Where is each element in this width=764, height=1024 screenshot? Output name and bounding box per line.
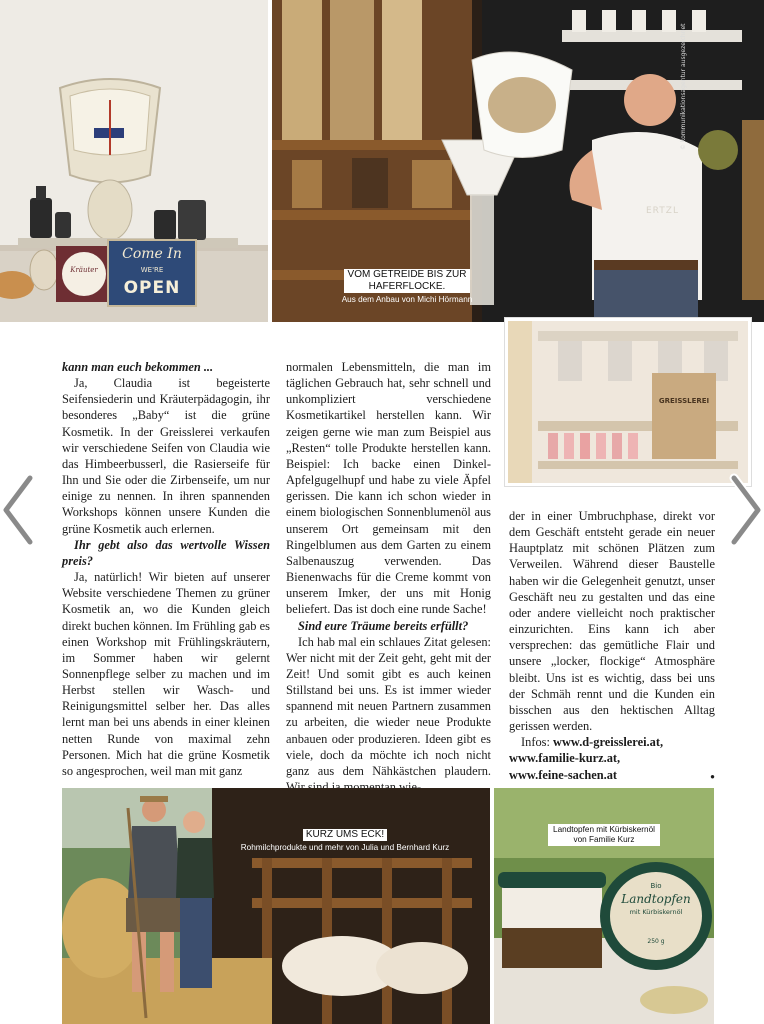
farm-caption-title: KURZ UMS ECK! (303, 829, 387, 841)
photo-farm-couple (62, 788, 490, 1024)
col1-paragraph-1: Ja, Claudia ist begeisterte Seifensiederin und Kräuterpädagogin, ihr besonderes „Baby“ ist die grüne Kosmetik. In der Greisslerei verkaufen wir verschiedene Seifen von Claudia wie das Himbeerbusserl, die Rasierseife für Ihn und Sie oder die Zirbenseife, um nur einige zu nennen. In ihren spannenden Workshops können unsere Kunden die grüne Kosmetik auch erlernen. (62, 376, 270, 536)
link-feine-sachen[interactable]: www.feine-sachen.at (509, 767, 618, 782)
chevron-right-icon (724, 470, 764, 550)
sign-come-in: Come In (122, 246, 182, 262)
link-d-greisslerei[interactable]: www.d-greisslerei.at, (553, 735, 664, 750)
article-column-2 (286, 359, 491, 795)
dispenser-bag-label: GREISSLEREI (658, 397, 710, 405)
next-page-button[interactable] (724, 470, 764, 550)
sign-were: WE'RE (140, 266, 164, 274)
article-column-1 (62, 359, 270, 779)
lid-title: Landtopfen (621, 892, 691, 906)
question-wissen: Ihr gebt also das wertvolle Wissen preis? (62, 537, 270, 568)
col3-paragraph: der in einer Umbruchphase, direkt vor dem Geschäft entsteht gerade ein neuer Hauptplatz mit schönen Plätzen zum Verweilen. Während dieser Baustelle haben wir die Gelegenheit genutzt, unser Geschäft neu zu gestalten und das eine oder andere vielleicht noch praktischer einzurichten. Eins kann ich aber versprechen: das gemütliche Flair und unsere „locker, flockige“ Atmosphäre bleibt. Uns ist es wichtig, dass bei uns der Schmäh rennt und die Kunden ein bisschen aus den hektischen Alltag gerissen werden. (509, 509, 715, 734)
question-traeume: Sind eure Träume bereits erfüllt? (298, 618, 469, 633)
photo-landtopfen-jars (494, 788, 714, 1024)
shop-caption (332, 269, 482, 305)
lid-weight: 250 g (647, 938, 665, 945)
link-feine-sachen-row (509, 767, 715, 783)
shop-caption-title: VOM GETREIDE BIS ZUR HAFERFLOCKE. (344, 269, 470, 293)
lead-question: kann man euch bekommen ... (62, 360, 214, 374)
jars-caption: Landtopfen mit Kürbiskernöl von Familie Kurz (548, 824, 660, 846)
chevron-left-icon (0, 470, 40, 550)
link-familie-kurz[interactable]: www.familie-kurz.at, (509, 751, 621, 766)
col1-paragraph-2: Ja, natürlich! Wir bieten auf unserer Website verschiedene Themen zu grüner Kosmetik an, wo die Kunden gleich direkt buchen können. Im Frühling gab es einen Workshop mit Frühlingskräutern, im Sommer haben wir gelernt Sonnenpflege selber zu machen und im Herbst stellen wir Wasch- und Reinigungsmittel selber her. Das alles lernt man bei uns abends in einer kleinen netten Runde von maximal zehn Personen. Mich hat die grüne Kosmetik so angesprochen, weil man mit ganz (62, 570, 270, 778)
card-label: Kräuter (70, 266, 98, 274)
article-column-3 (509, 508, 715, 785)
info-label: Infos: (521, 735, 550, 750)
photo-shop-grain (272, 0, 764, 322)
info-links (509, 734, 715, 750)
photo-dispensers (505, 318, 751, 486)
end-mark: ● (710, 771, 715, 781)
photo-scale-open-sign (0, 0, 268, 322)
lid-bio: Bio (650, 882, 662, 890)
shelf-sign: ERTZL (646, 206, 679, 216)
col2-paragraph-1: normalen Lebensmitteln, die man im täglichen Gebrauch hat, sehr schnell und unkompliziert verschiedene Kosmetikartikel herstellen kann. Wir zeigen gerne wie man zum Beispiel aus „Resten“ tolle Produkte herstellen kann. Beispiel: Ich backe einen Dinkel-Apfelgugelhupf und habe zu viele Äpfel gerissen. Die kann ich schon wieder in einem biologischen Sonnenblumenöl aus unserem Ort gemeinsam mit den Ringelblumen aus dem Garten zu einem Salbenauszug verwenden. Das Bienenwachs für die Creme kommt von unserem Imker, der uns mit Honig beliefert. Das ist doch eine runde Sache! (286, 360, 491, 617)
jars-caption-wrap (534, 824, 674, 846)
shop-caption-sub: Aus dem Anbau von Michi Hörmann (341, 295, 473, 304)
photo-credit: © kommunikationsagentur ausgezeichnet (680, 23, 687, 150)
farm-caption (210, 822, 480, 853)
farm-caption-sub: Rohmilchprodukte und mehr von Julia und Bernhard Kurz (240, 843, 450, 852)
sign-open: OPEN (123, 278, 181, 298)
lid-subtitle: mit Kürbiskernöl (629, 908, 683, 916)
previous-page-button[interactable] (0, 470, 40, 550)
col2-paragraph-2: Ich hab mal ein schlaues Zitat gelesen: Wer nicht mit der Zeit geht, geht mit der Zeit! Und somit gibt es auch keinen Stillstand bei uns. Es ist immer wieder spannend mit neuen Partnern zusammen zu arbeiten, die wieder neue Produkte anbauen oder produzieren. Ideen gibt es viele, doch da möchte ich noch nicht ganz aus dem Nähkästchen plaudern. (286, 634, 491, 778)
